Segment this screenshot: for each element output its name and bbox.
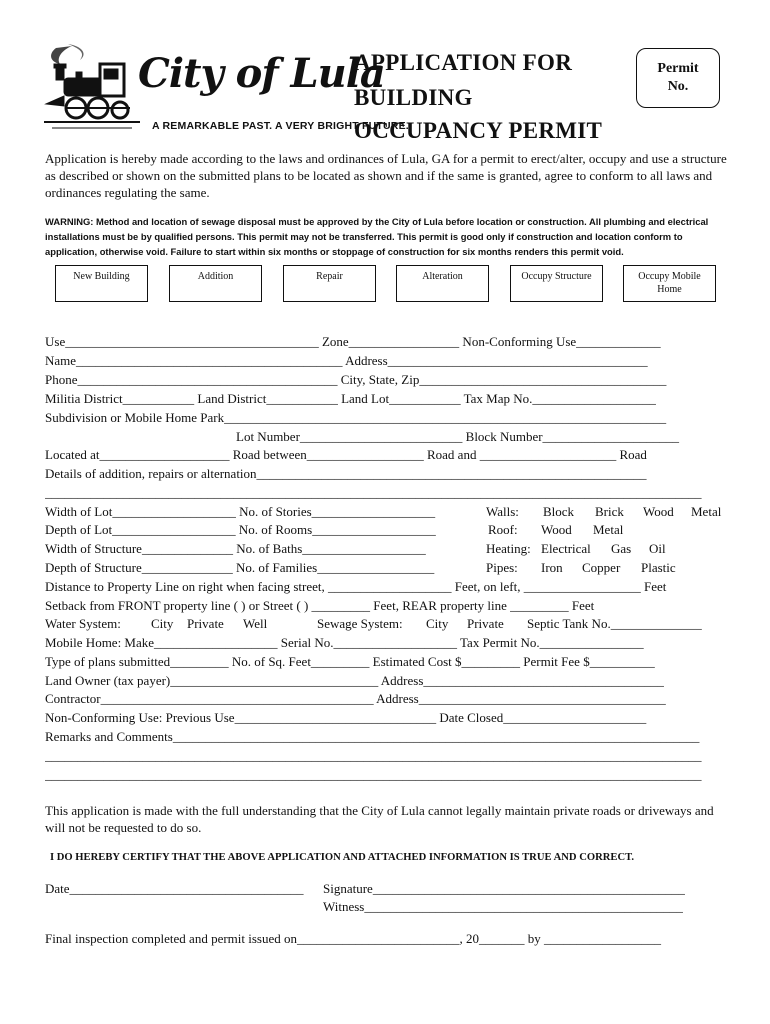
signature-field[interactable]: Signature________________________________________________	[323, 881, 685, 896]
logo-city-name: City of Lula	[138, 50, 385, 97]
land-owner-field[interactable]: Land Owner (tax payer)________________________________ Address_____________________________________	[45, 673, 664, 688]
permit-type-occupy-structure[interactable]: Occupy Structure	[510, 265, 603, 302]
permit-no-label: No.	[667, 79, 689, 94]
setback-field[interactable]: Setback from FRONT property line ( ) or Street ( ) _________ Feet, REAR property line _________ Feet	[45, 598, 595, 613]
walls-label: Walls:	[486, 504, 519, 519]
permit-type-new-building[interactable]: New Building	[55, 265, 148, 302]
details-blank-line[interactable]: _____________________________________________________________________________________________________	[45, 485, 702, 500]
depth-structure-row	[45, 559, 727, 577]
walls-option-wood[interactable]: Wood	[643, 504, 674, 519]
sewage-system-label: Sewage System:	[317, 616, 403, 631]
witness-row	[45, 898, 727, 916]
logo-tagline: A REMARKABLE PAST. A VERY BRIGHT FUTURE.	[152, 120, 409, 132]
permit-type-alteration[interactable]: Alteration	[396, 265, 489, 302]
pipes-option-iron[interactable]: Iron	[541, 560, 563, 575]
heating-option-oil[interactable]: Oil	[649, 541, 666, 556]
intro-paragraph: Application is hereby made according to the laws and ordinances of Lula, GA for a permit to erect/alter, occupy and use a structure as described or shown on the submitted plans to be located as shown and if the same is granted, agree to conform to all laws and ordinances regulating the same.	[45, 151, 727, 200]
title-line-1: APPLICATION FOR	[354, 50, 573, 75]
title-line-2: BUILDING	[354, 85, 473, 110]
heating-option-electrical[interactable]: Electrical	[541, 541, 591, 556]
permit-type-occupy-mobile-home[interactable]	[623, 265, 716, 302]
permit-label: Permit	[657, 61, 699, 76]
certification-statement: I DO HEREBY CERTIFY THAT THE ABOVE APPLICATION AND ATTACHED INFORMATION IS TRUE AND CORRECT.	[50, 852, 635, 863]
use-zone-field[interactable]: Use_______________________________________ Zone_________________ Non-Conforming Use_____________	[45, 334, 661, 349]
nonconforming-previous-field[interactable]: Non-Conforming Use: Previous Use_______________________________ Date Closed______________________	[45, 710, 647, 725]
remarks-field[interactable]: Remarks and Comments_________________________________________________________________________________	[45, 729, 700, 744]
located-at-field[interactable]: Located at____________________ Road between__________________ Road and _____________________ Road	[45, 447, 647, 462]
depth-lot-row	[45, 521, 727, 539]
water-option-well[interactable]: Well	[243, 616, 268, 631]
date-field[interactable]: Date____________________________________	[45, 881, 304, 896]
permit-number-box[interactable]	[636, 48, 720, 108]
distance-field[interactable]: Distance to Property Line on right when facing street, ___________________ Feet, on left, __________________ Feet	[45, 579, 667, 594]
name-address-field[interactable]: Name_________________________________________ Address________________________________________	[45, 353, 648, 368]
sewage-option-city[interactable]: City	[426, 616, 449, 631]
phone-city-field[interactable]: Phone________________________________________ City, State, Zip______________________________________	[45, 372, 667, 387]
walls-option-metal[interactable]: Metal	[691, 504, 722, 519]
walls-option-brick[interactable]: Brick	[595, 504, 624, 519]
water-option-private[interactable]: Private	[187, 616, 224, 631]
date-signature-row	[45, 880, 727, 898]
width-lot-field[interactable]: Width of Lot___________________ No. of Stories___________________	[45, 504, 436, 519]
plans-field[interactable]: Type of plans submitted_________ No. of Sq. Feet_________ Estimated Cost $_________ Permit Fee $__________	[45, 654, 655, 669]
water-system-label: Water System:	[45, 616, 121, 631]
final-inspection-field[interactable]: Final inspection completed and permit issued on_________________________, 20_______ by __________________	[45, 931, 662, 946]
roof-option-metal[interactable]: Metal	[593, 522, 624, 537]
contractor-field[interactable]: Contractor__________________________________________ Address______________________________________	[45, 691, 666, 706]
permit-type-addition[interactable]: Addition	[169, 265, 262, 302]
depth-lot-field[interactable]: Depth of Lot___________________ No. of Rooms___________________	[45, 522, 436, 537]
width-lot-row	[45, 503, 727, 521]
water-sewage-row	[45, 615, 727, 633]
title-line-3: OCCUPANCY PERMIT	[354, 118, 603, 143]
permit-type-occupy-mobile-home-label: Occupy Mobile Home	[638, 271, 701, 295]
depth-structure-field[interactable]: Depth of Structure______________ No. of Families__________________	[45, 560, 435, 575]
mobile-home-field[interactable]: Mobile Home: Make___________________ Serial No.___________________ Tax Permit No.________________	[45, 635, 644, 650]
septic-tank-field[interactable]: Septic Tank No.______________	[527, 616, 702, 631]
permit-type-repair[interactable]: Repair	[283, 265, 376, 302]
water-option-city[interactable]: City	[151, 616, 174, 631]
witness-field[interactable]: Witness_________________________________________________	[323, 899, 683, 914]
lot-block-field[interactable]: Lot Number_________________________ Block Number_____________________	[236, 429, 680, 444]
width-structure-row	[45, 540, 727, 558]
heating-label: Heating:	[486, 541, 531, 556]
pipes-option-plastic[interactable]: Plastic	[641, 560, 676, 575]
roof-option-wood[interactable]: Wood	[541, 522, 572, 537]
remarks-line-3[interactable]: _____________________________________________________________________________________________________	[45, 767, 702, 782]
details-field[interactable]: Details of addition, repairs or alternation____________________________________________________________	[45, 466, 647, 481]
train-icon	[42, 44, 142, 134]
remarks-line-2[interactable]: _____________________________________________________________________________________________________	[45, 748, 702, 763]
pipes-label: Pipes:	[486, 560, 518, 575]
width-structure-field[interactable]: Width of Structure______________ No. of Baths___________________	[45, 541, 426, 556]
private-roads-statement: This application is made with the full understanding that the City of Lula cannot legally maintain private roads or driveways and will not be requested to do so.	[45, 803, 714, 835]
roof-label: Roof:	[488, 522, 518, 537]
pipes-option-copper[interactable]: Copper	[582, 560, 621, 575]
militia-district-field[interactable]: Militia District___________ Land District___________ Land Lot___________ Tax Map No.___________________	[45, 391, 656, 406]
walls-option-block[interactable]: Block	[543, 504, 575, 519]
sewage-option-private[interactable]: Private	[467, 616, 504, 631]
warning-paragraph: WARNING: Method and location of sewage disposal must be approved by the City of Lula before location or construction. All plumbing and electrical installations must be by qualified persons. This permit may not be transferred. This permit is good only if construction and location conform to application, otherwise void. Failure to start within six months or stoppage of construction for six months renders this permit void.	[45, 216, 709, 257]
heating-option-gas[interactable]: Gas	[611, 541, 632, 556]
subdivision-field[interactable]: Subdivision or Mobile Home Park____________________________________________________________________	[45, 410, 667, 425]
